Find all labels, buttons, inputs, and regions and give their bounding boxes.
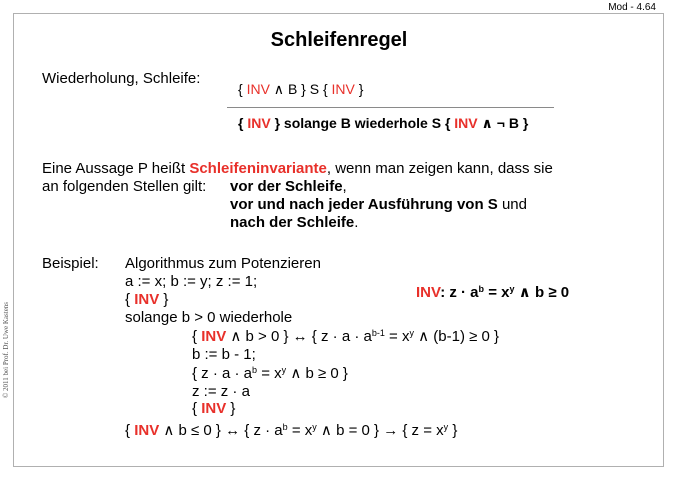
definition-line-1: Eine Aussage P heißt Schleifeninvariante, wenn man zeigen kann, dass sie — [42, 160, 553, 177]
page-reference: Mod - 4.64 — [608, 2, 656, 13]
loop-body-line-2: b := b - 1; — [192, 346, 256, 363]
definition-place-3: nach der Schleife. — [230, 214, 359, 231]
definition-place-1: vor der Schleife, — [230, 178, 347, 195]
section-label: Wiederholung, Schleife: — [42, 70, 201, 87]
rule-conclusion: { INV } solange B wiederhole S { INV ∧ ¬ B } — [238, 115, 529, 131]
definition-place-2: vor und nach jeder Ausführung von S und — [230, 196, 527, 213]
example-inv-open: { INV } — [125, 291, 169, 308]
definition-line-2: an folgenden Stellen gilt: — [42, 178, 207, 195]
example-heading: Algorithmus zum Potenzieren — [125, 255, 321, 272]
rule-premise: { INV ∧ B } S { INV } — [238, 81, 364, 97]
loop-body-line-4: z := z · a — [192, 383, 250, 400]
loop-body-line-1: { INV ∧ b > 0 } ↔ { $z \cdot a \cdot a^{b-1} = x^y$ ∧ (b-1) ≥ 0 } — [192, 328, 500, 345]
copyright-note: © 2011 bei Prof. Dr. Uwe Kastens — [2, 301, 10, 399]
loop-body-line-3: { $z \cdot a \cdot a^b = x^y$ ∧ b ≥ 0 } — [192, 365, 348, 382]
slide-title: Schleifenregel — [270, 29, 408, 51]
example-init: a := x; b := y; z := 1; — [125, 273, 258, 290]
final-implication: { INV ∧ b ≤ 0 } ↔ { $z \cdot a^b = x^y$ ∧ b = 0 } → { $z = x^y$ } — [125, 422, 458, 439]
rule-divider — [227, 107, 554, 108]
example-loop: solange b > 0 wiederhole — [125, 309, 293, 326]
loop-body-line-5: { INV } — [192, 400, 236, 417]
inv-definition: INV: $z \cdot a^b = x^y$ ∧ b ≥ 0 — [416, 284, 570, 301]
example-label: Beispiel: — [42, 255, 99, 272]
